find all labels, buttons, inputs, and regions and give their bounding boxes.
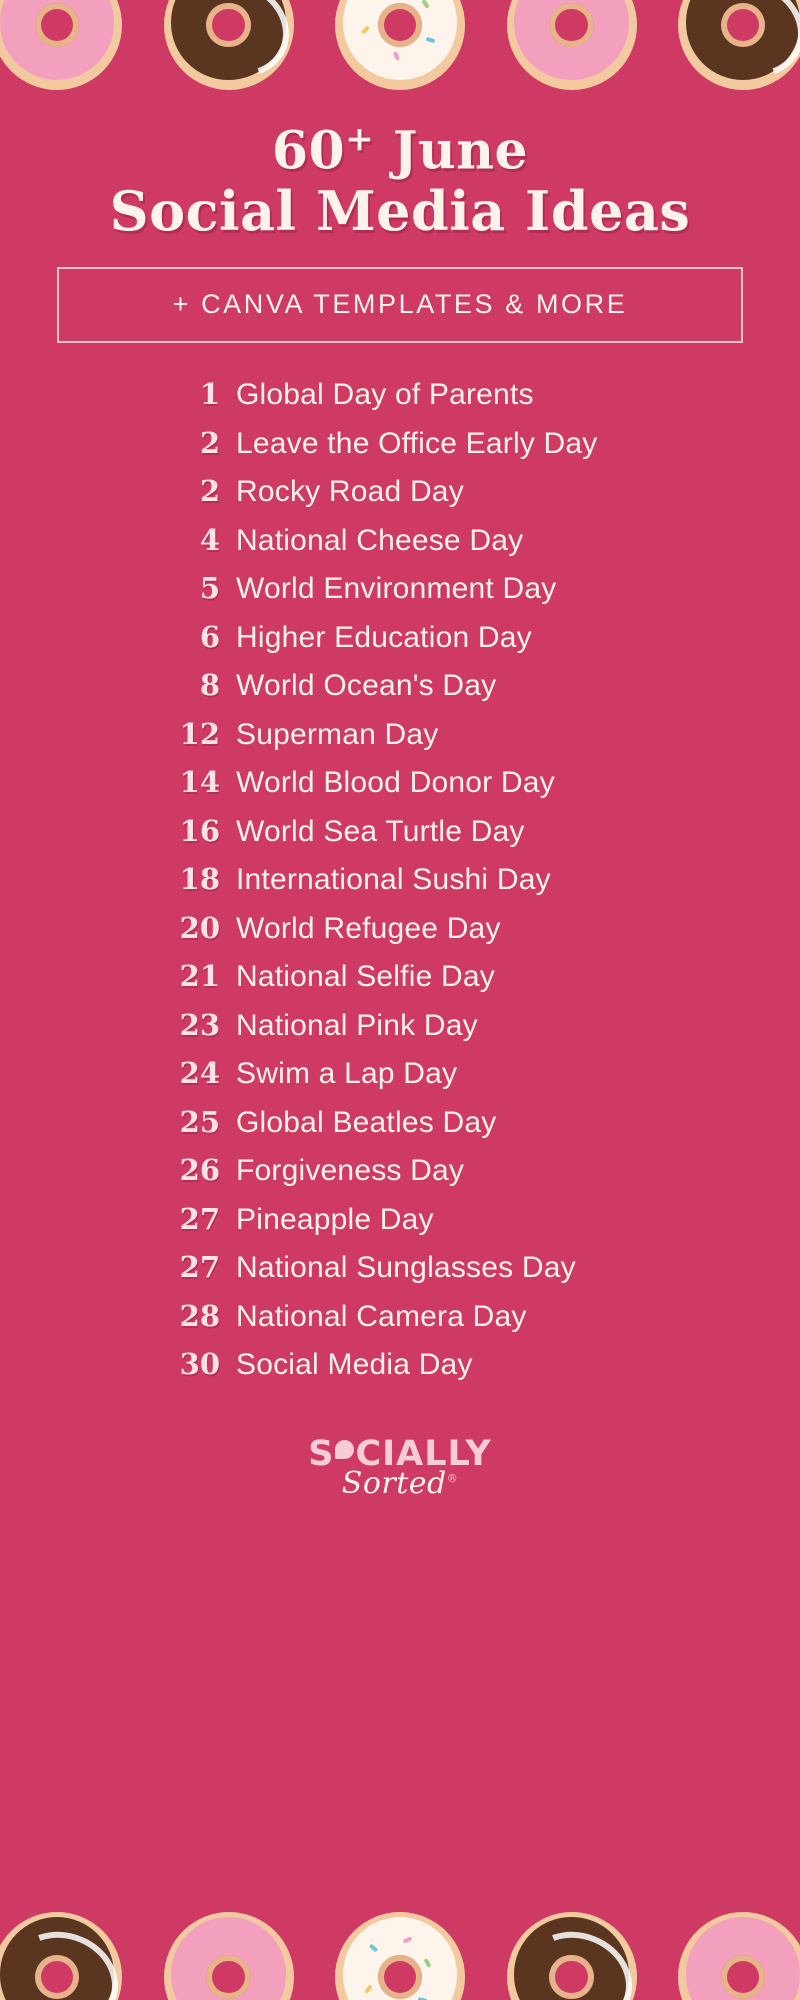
title-count: 60	[271, 120, 346, 182]
day-label: Swim a Lap Day	[236, 1057, 458, 1091]
day-number: 18	[179, 862, 220, 897]
day-number: 27	[179, 1201, 220, 1236]
list-item	[158, 862, 720, 897]
brand-logo	[0, 1434, 800, 1501]
list-item	[158, 1347, 720, 1382]
donut-icing	[514, 1917, 628, 2000]
donut-hole	[35, 1955, 79, 1999]
day-label: Global Beatles Day	[236, 1105, 497, 1139]
list-item	[158, 1153, 720, 1188]
list-item	[158, 1250, 720, 1285]
logo-script-text: Sorted	[341, 1466, 447, 1502]
page-title-line-1	[0, 120, 800, 181]
day-number: 20	[179, 910, 220, 945]
list-item	[158, 1299, 720, 1334]
day-number: 24	[179, 1056, 220, 1091]
donut-base	[164, 1912, 294, 2000]
list-item	[158, 426, 720, 461]
donut-drizzle	[0, 1916, 132, 2000]
subtitle-text: + CANVA TEMPLATES & MORE	[172, 289, 628, 320]
sprinkle	[402, 1936, 412, 1943]
day-number: 8	[199, 668, 220, 703]
day-label: National Selfie Day	[236, 960, 495, 994]
day-number: 6	[199, 619, 220, 654]
donut-hole	[378, 1955, 422, 1999]
sprinkle	[364, 1985, 373, 1994]
title-plus: +	[345, 119, 375, 159]
list-item	[158, 523, 720, 558]
subtitle-banner	[57, 267, 743, 343]
day-number: 25	[179, 1104, 220, 1139]
logo-wordmark	[308, 1434, 492, 1474]
day-number: 12	[179, 716, 220, 751]
day-number: 14	[179, 765, 220, 800]
day-number: 4	[199, 522, 220, 557]
donut-hole	[549, 1955, 593, 1999]
list-item	[158, 377, 720, 412]
day-label: Higher Education Day	[236, 620, 532, 654]
logo-part-1: S	[308, 1434, 335, 1475]
pink-donut-icon	[678, 1912, 800, 2000]
day-label: World Refugee Day	[236, 911, 501, 945]
day-number: 28	[179, 1298, 220, 1333]
donut-base	[0, 1912, 122, 2000]
list-item	[158, 959, 720, 994]
donut-drizzle	[508, 1916, 646, 2000]
list-item	[158, 620, 720, 655]
donut-base	[678, 1912, 800, 2000]
day-label: World Environment Day	[236, 572, 557, 606]
pink-donut-icon	[164, 1912, 294, 2000]
day-label: Forgiveness Day	[236, 1154, 465, 1188]
day-number: 2	[199, 474, 220, 509]
day-number: 16	[179, 813, 220, 848]
day-label: Social Media Day	[236, 1348, 473, 1382]
donut-hole	[206, 1955, 250, 1999]
day-label: Global Day of Parents	[236, 378, 534, 412]
day-label: Pineapple Day	[236, 1202, 434, 1236]
donut-hole	[721, 1955, 765, 1999]
page-title-line-2: Social Media Ideas	[109, 178, 691, 243]
day-number: 2	[199, 425, 220, 460]
day-number: 30	[179, 1347, 220, 1382]
day-number: 1	[199, 377, 220, 412]
day-label: Leave the Office Early Day	[236, 426, 598, 460]
donut-base	[507, 1912, 637, 2000]
sprinkle	[424, 1958, 432, 1968]
list-item	[158, 474, 720, 509]
title-month: June	[374, 120, 529, 182]
white-sprinkle-donut-icon	[335, 1912, 465, 2000]
day-label: World Ocean's Day	[236, 669, 497, 703]
list-item	[158, 911, 720, 946]
ideas-list	[80, 377, 720, 1382]
list-item	[158, 814, 720, 849]
list-item	[158, 1008, 720, 1043]
list-item	[158, 1056, 720, 1091]
speech-bubble-icon	[335, 1440, 354, 1459]
day-label: National Camera Day	[236, 1299, 527, 1333]
chocolate-donut-icon	[507, 1912, 637, 2000]
donut-icing	[171, 1917, 285, 2000]
sprinkle	[369, 1943, 378, 1952]
day-label: National Pink Day	[236, 1008, 478, 1042]
list-item	[158, 668, 720, 703]
day-label: International Sushi Day	[236, 863, 551, 897]
registered-mark: ®	[446, 1472, 459, 1486]
title-block	[0, 0, 800, 241]
bottom-donut-border	[0, 1932, 800, 2000]
day-label: Superman Day	[236, 717, 439, 751]
list-item	[158, 1202, 720, 1237]
list-item	[158, 571, 720, 606]
chocolate-donut-icon	[0, 1912, 122, 2000]
donut-icing	[686, 1917, 800, 2000]
day-number: 26	[179, 1153, 220, 1188]
list-item	[158, 1105, 720, 1140]
donut-icing	[343, 1917, 457, 2000]
day-number: 23	[179, 1007, 220, 1042]
list-item	[158, 717, 720, 752]
day-number: 5	[199, 571, 220, 606]
day-label: Rocky Road Day	[236, 475, 464, 509]
list-item	[158, 765, 720, 800]
day-number: 21	[179, 959, 220, 994]
day-label: World Blood Donor Day	[236, 766, 555, 800]
day-label: World Sea Turtle Day	[236, 814, 525, 848]
day-number: 27	[179, 1250, 220, 1285]
day-label: National Cheese Day	[236, 523, 524, 557]
logo-part-2: CIALLY	[355, 1434, 492, 1475]
donut-base	[335, 1912, 465, 2000]
day-label: National Sunglasses Day	[236, 1251, 576, 1285]
donut-icing	[0, 1917, 114, 2000]
